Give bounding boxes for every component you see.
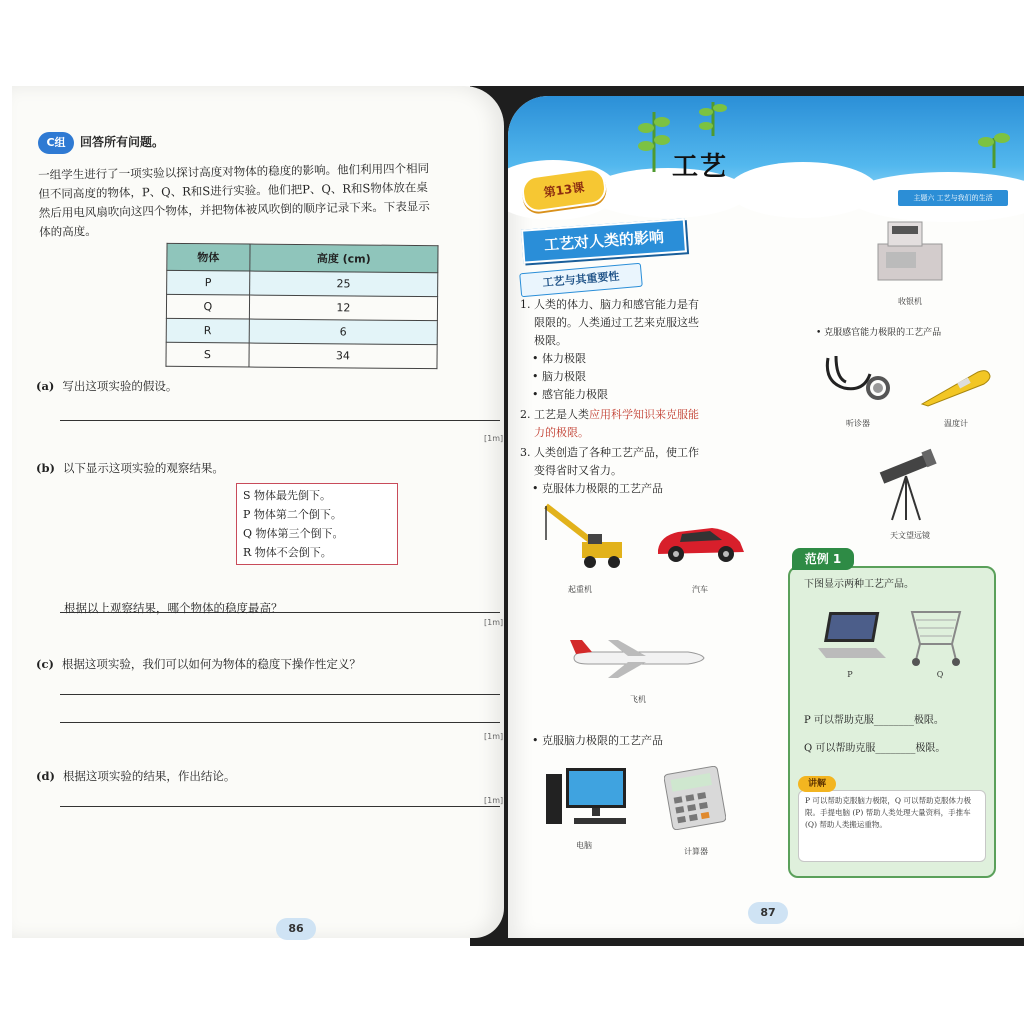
bullet-mental: • 克服脑力极限的工艺产品 xyxy=(532,734,663,747)
question-a xyxy=(36,378,177,394)
table-row xyxy=(166,294,437,320)
height-table xyxy=(165,243,438,369)
label-p: P xyxy=(847,670,853,679)
question-text: 以下显示这项实验的观察结果。 xyxy=(62,461,224,475)
answer-line-c1[interactable] xyxy=(60,694,500,695)
answer-line-d[interactable] xyxy=(60,806,500,807)
airplane-icon xyxy=(568,636,708,682)
mark-d: [1m] xyxy=(484,796,504,805)
caption-thermometer: 温度计 xyxy=(944,419,968,428)
point-3: 3. 人类创造了各种工艺产品，使工作 xyxy=(520,446,699,459)
explanation-text: P 可以帮助克服脑力极限，Q 可以帮助克服体力极限。手提电脑 (P) 帮助人类处理大量资料，手推车 (Q) 帮助人类搬运重物。 xyxy=(805,796,971,829)
table-cell: 25 xyxy=(249,271,437,297)
point-2-highlight: 应用科学知识来克服能 xyxy=(589,408,699,421)
subsection-title: 工艺与其重要性 xyxy=(519,263,643,298)
observation-item: S 物体最先倒下。 xyxy=(243,489,332,502)
crane-icon xyxy=(538,500,628,570)
table-header-height: 高度 (cm) xyxy=(250,244,438,273)
label-q: Q xyxy=(936,670,944,679)
caption-register: 收银机 xyxy=(898,297,922,306)
answer-line-c2[interactable] xyxy=(60,722,500,723)
table-cell: 12 xyxy=(249,295,437,321)
question-b xyxy=(36,460,224,476)
mark-a: [1m] xyxy=(484,434,504,443)
group-title: 回答所有问题。 xyxy=(80,135,165,149)
thermometer-icon xyxy=(918,364,994,408)
group-badge: C组 xyxy=(38,132,74,154)
caption-telescope: 天文望远镜 xyxy=(890,531,930,540)
leaf-icon xyxy=(634,102,674,172)
table-cell: 6 xyxy=(249,319,437,345)
answer-line-a[interactable] xyxy=(60,420,500,421)
stethoscope-icon xyxy=(818,352,898,408)
question-text: 写出这项实验的假设。 xyxy=(62,379,178,393)
page-number-right: 87 xyxy=(748,902,788,924)
example-tag: 范例 1 xyxy=(792,548,854,570)
intro-line: 一组学生进行了一项实验以探讨高度对物体的稳度的影响。他们利用四个相同 xyxy=(38,161,430,182)
question-c xyxy=(36,656,361,672)
lesson-tag: 第13课 xyxy=(520,166,608,213)
table-cell: 34 xyxy=(249,343,437,369)
computer-icon xyxy=(544,764,628,830)
caption-computer: 电脑 xyxy=(576,841,592,850)
point-1: 1. 人类的体力、脑力和感官能力是有 xyxy=(520,298,699,311)
car-icon xyxy=(652,520,748,564)
observation-item: Q 物体第三个倒下。 xyxy=(243,527,344,540)
question-d xyxy=(36,768,235,784)
intro-paragraph xyxy=(38,158,501,242)
caption-calculator: 计算器 xyxy=(684,847,708,856)
example-intro: 下图显示两种工艺产品。 xyxy=(804,579,914,590)
theme-tag: 主题六 工艺与我们的生活 xyxy=(898,190,1008,206)
bullet-item: • 感官能力极限 xyxy=(532,388,608,401)
table-cell: S xyxy=(166,342,249,367)
mark-b: [1m] xyxy=(484,618,504,627)
intro-line: 然后用电风扇吹向这四个物体，并把物体被风吹倒的顺序记录下来。下表显示 xyxy=(38,199,430,220)
bullet-item: • 脑力极限 xyxy=(532,370,586,383)
caption-crane: 起重机 xyxy=(568,585,592,594)
point-1-line3: 极限。 xyxy=(534,334,567,347)
table-row xyxy=(167,270,438,296)
caption-plane: 飞机 xyxy=(630,695,646,704)
answer-line-b[interactable] xyxy=(60,612,500,613)
cash-register-icon xyxy=(872,214,948,286)
telescope-icon xyxy=(874,448,940,522)
table-cell: Q xyxy=(166,294,249,319)
leaf-icon xyxy=(696,96,730,136)
point-3-line2: 变得省时又省力。 xyxy=(534,464,622,477)
explanation-box xyxy=(798,790,986,862)
page-title: 工艺 xyxy=(672,152,729,182)
observation-box xyxy=(236,483,398,565)
bullet-sensory: • 克服感官能力极限的工艺产品 xyxy=(816,328,942,338)
question-text: 根据这项实验，我们可以如何为物体的稳度下操作性定义？ xyxy=(61,657,361,671)
question-label: (b) xyxy=(36,461,55,475)
example-line-q: Q 可以帮助克服________极限。 xyxy=(804,743,946,754)
laptop-icon xyxy=(814,608,888,662)
explanation-tag: 讲解 xyxy=(798,776,836,792)
caption-car: 汽车 xyxy=(692,585,708,594)
caption-stethoscope: 听诊器 xyxy=(846,419,870,428)
page-number-left: 86 xyxy=(276,918,316,940)
question-b-sub: 根据以上观察结果，哪个物体的稳度最高？ xyxy=(64,601,283,615)
intro-line: 体的高度。 xyxy=(39,223,97,239)
observation-item: P 物体第二个倒下。 xyxy=(243,508,342,521)
example-line-p: P 可以帮助克服________极限。 xyxy=(804,715,944,726)
intro-line: 但不同高度的物体，P、Q、R和S进行实验。他们把P、Q、R和S物体放在桌 xyxy=(38,180,428,201)
table-row xyxy=(166,318,437,344)
point-2-highlight-cont: 力的极限。 xyxy=(534,426,589,439)
right-page xyxy=(508,96,1024,938)
question-label: (c) xyxy=(36,657,54,671)
calculator-icon xyxy=(664,766,726,830)
table-row xyxy=(166,342,437,368)
table-cell: P xyxy=(167,270,250,295)
question-text: 根据这项实验的结果，作出结论。 xyxy=(62,769,236,783)
bullet-physical: • 克服体力极限的工艺产品 xyxy=(532,482,663,495)
point-2 xyxy=(520,406,699,424)
point-2-text: 2. 工艺是人类 xyxy=(520,408,589,421)
table-header-object: 物体 xyxy=(167,243,250,271)
sprout-icon xyxy=(976,124,1012,168)
question-label: (a) xyxy=(36,379,55,393)
point-1-line2: 限限的。人类通过工艺来克服这些 xyxy=(534,316,699,329)
bullet-item: • 体力极限 xyxy=(532,352,586,365)
table-cell: R xyxy=(166,318,249,343)
trolley-icon xyxy=(906,604,968,670)
section-title: 工艺对人类的影响 xyxy=(521,218,687,263)
observation-item: R 物体不会倒下。 xyxy=(243,546,332,559)
mark-c: [1m] xyxy=(484,732,504,741)
question-label: (d) xyxy=(36,769,55,783)
